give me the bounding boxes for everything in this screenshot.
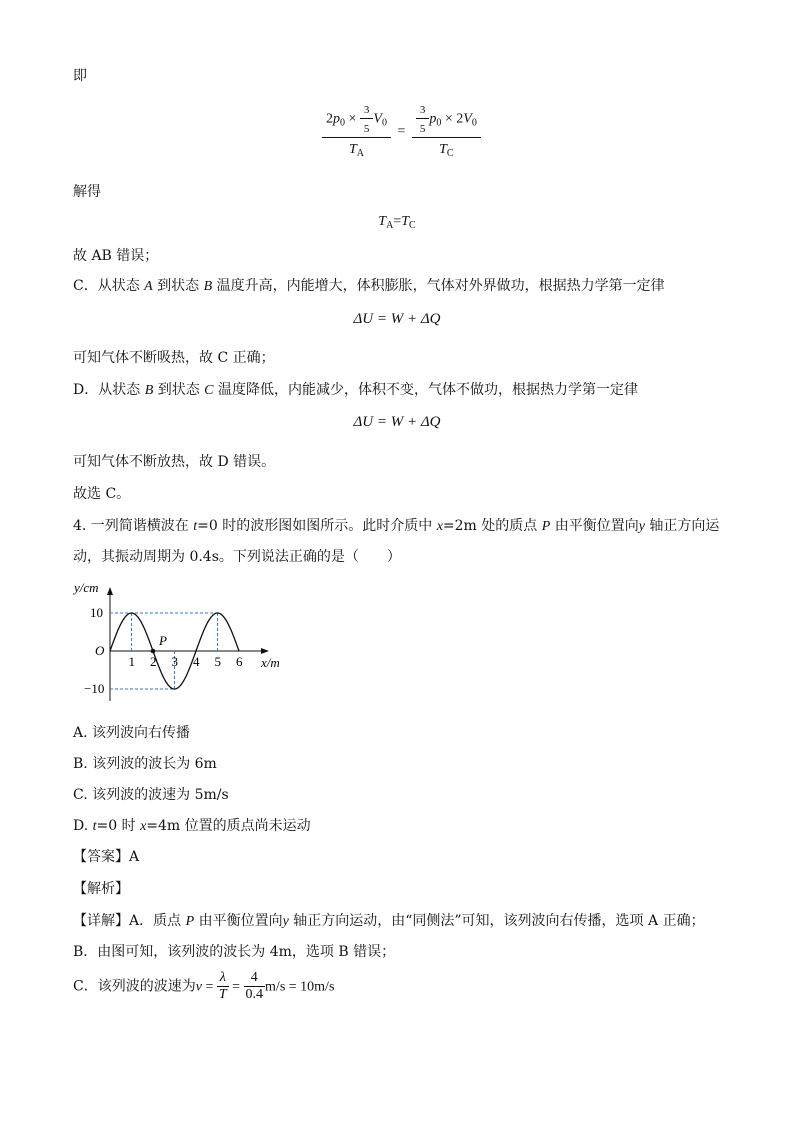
y-tick-label: −10 [84, 681, 105, 696]
first-law-equation-2: ΔU = W + ΔQ [353, 414, 441, 430]
gas-state-equation: $2p_0$ × $\frac{3}{5}$ $V_0$ $T_A$ = $\frac{3}{5}$ $p_0 \times 2V_0$ $T_C$ [322, 104, 481, 159]
answer-label: 【答案】 [73, 849, 129, 865]
answer-line [73, 847, 139, 867]
right-fraction: $\frac{3}{5}$ $p_0 \times 2V_0$ $T_C$ [412, 104, 481, 159]
origin-label: O [95, 643, 105, 658]
y-tick-label: 10 [90, 605, 103, 620]
option-c: C. 该列波的波速为 5m/s [73, 787, 229, 803]
point-p-marker [151, 649, 156, 654]
x-tick-label: 6 [236, 654, 243, 669]
y-axis-arrow [107, 587, 113, 595]
detail-line-c: C．该列波的波速为v = $\frac{\lambda}{T}$ = $\frac{4}{0.4}$ m/s = 10m/s [73, 970, 335, 1002]
detail-line-b: B．由图可知，该列波的波长为 4m，选项 B 错误； [73, 944, 396, 960]
x-tick-label: 1 [128, 654, 135, 669]
option-c-conclusion: 可知气体不断吸热，故 C 正确； [73, 350, 275, 366]
x-tick-label: 5 [214, 654, 221, 669]
x-axis-label: x/m [261, 655, 280, 670]
detail-line-a: 【详解】A．质点 P 由平衡位置向y 轴正方向运动，由“同侧法”可知，该列波向右传播，选项 A 正确； [73, 913, 705, 929]
question-4-stem-line2: 动，其振动周期为 0.4s。下列说法正确的是（ ） [73, 549, 401, 565]
final-choice: 故选 C。 [73, 486, 131, 502]
temperature-equality: $T_A=T_C$ [378, 214, 416, 231]
left-fraction: $2p_0$ × $\frac{3}{5}$ $V_0$ $T_A$ [322, 104, 391, 159]
ab-wrong-line: 故 AB 错误； [73, 248, 159, 264]
question-4-stem-line1: 4. 一列简谐横波在 t=0 时的波形图如图所示。此时介质中 x=2m 处的质点 P 由平衡位置向y 轴正方向运 [73, 518, 720, 534]
x-axis-arrow [261, 648, 269, 654]
x-tick-label: 3 [171, 654, 178, 669]
option-a: A. 该列波向右传播 [73, 725, 191, 741]
option-d-conclusion: 可知气体不断放热，故 D 错误。 [73, 454, 276, 470]
point-p-label: P [159, 633, 167, 648]
option-d: D. t=0 时 x=4m 位置的质点尚未运动 [73, 818, 311, 834]
first-law-equation-1: ΔU = W + ΔQ [353, 311, 441, 327]
y-axis-label: y/cm [74, 580, 99, 595]
analysis-label: 【解析】 [73, 881, 129, 897]
solve-word: 解得 [73, 184, 101, 200]
option-c-reasoning: C．从状态 A 到状态 B 温度升高，内能增大，体积膨胀，气体对外界做功，根据热力学第一定律 [73, 278, 665, 294]
intro-word: 即 [73, 68, 87, 84]
option-b: B. 该列波的波长为 6m [73, 756, 217, 772]
x-tick-label: 4 [193, 654, 200, 669]
wave-chart [70, 575, 310, 705]
x-tick-label: 2 [150, 654, 157, 669]
answer-value: A [129, 849, 140, 865]
option-d-reasoning: D．从状态 B 到状态 C 温度降低，内能减少，体积不变，气体不做功，根据热力学第一定律 [73, 382, 638, 398]
